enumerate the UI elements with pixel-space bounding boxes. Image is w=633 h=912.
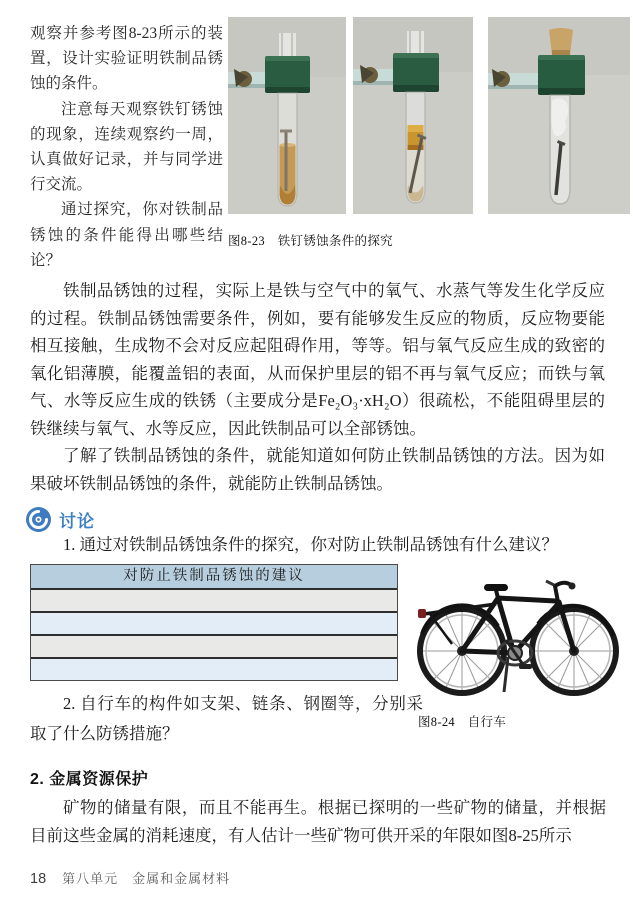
body-paragraph-1: 铁制品锈蚀的过程，实际上是铁与空气中的氧气、水蒸气等发生化学反应的过程。铁制品锈蚀需要条件，例如，要有能够发生反应的物质，反应物要能相互接触，生成物不会对反应起阻碍作用，等等。铝与氧气反应生成的致密的氧化铝薄膜，能覆盖铝的表面，从而保护里层的铝不再与氧气反应；而铁与氧气、水等反应生成的铁锈（主要成分是Fe₂O₃·xH₂O）很疏松，不能阻碍里层的铁继续与氧气、水等反应，因此铁制品可以全部锈蚀。	[30, 281, 605, 438]
figure-8-23-photo-2	[353, 17, 473, 214]
discussion-swirl-icon	[25, 506, 52, 533]
body-paragraphs	[30, 277, 605, 497]
activity-paragraph-2: 注意每天观察铁钉锈蚀的现象，连续观察约一周，认真做好记录，并与同学进行交流。	[30, 100, 223, 194]
discussion-header	[25, 505, 95, 533]
suggestions-table-empty-row[interactable]	[31, 659, 397, 680]
suggestions-table-empty-row[interactable]	[31, 590, 397, 613]
test-tube-boiled-water-illustration	[353, 17, 473, 214]
activity-text-column	[30, 21, 223, 273]
test-tube-dry-air-illustration	[488, 17, 630, 214]
figure-8-23-photo-3	[488, 17, 630, 214]
page-number: 18	[30, 871, 47, 887]
suggestions-table-empty-row[interactable]	[31, 636, 397, 659]
unit-title: 第八单元 金属和金属材料	[62, 871, 231, 886]
bicycle-illustration	[408, 554, 630, 704]
discussion-title: 讨论	[59, 511, 95, 531]
section-2-heading: 2. 金属资源保护	[30, 771, 149, 788]
discussion-question-2: 2. 自行车的构件如支架、链条、钢圈等，分别采取了什么防锈措施？	[30, 694, 423, 743]
page-footer	[30, 868, 230, 887]
section-2-paragraph: 矿物的储量有限，而且不能再生。根据已探明的一些矿物的储量，并根据目前这些金属的消耗速度，有人估计一些矿物可供开采的年限如图8-25所示	[30, 798, 606, 845]
activity-paragraph-3: 通过探究，你对铁制品锈蚀的条件能得出哪些结论？	[30, 201, 223, 269]
figure-8-24-photo	[408, 554, 630, 704]
figure-8-24-caption: 图8-24 自行车	[418, 715, 507, 729]
discussion-question-1: 1. 通过对铁制品锈蚀条件的探究，你对防止铁制品锈蚀有什么建议？	[63, 535, 558, 554]
figure-8-23-caption: 图8-23 铁钉锈蚀条件的探究	[228, 234, 393, 248]
figure-8-23-photo-1	[228, 17, 346, 214]
suggestions-table-header: 对防止铁制品锈蚀的建议	[31, 565, 397, 590]
suggestions-table	[30, 564, 398, 681]
body-paragraph-2: 了解了铁制品锈蚀的条件，就能知道如何防止铁制品锈蚀的方法。因为如果破坏铁制品锈蚀的条件，就能防止铁制品锈蚀。	[30, 446, 605, 493]
activity-paragraph-1: 观察并参考图8-23所示的装置，设计实验证明铁制品锈蚀的条件。	[30, 25, 223, 93]
suggestions-table-empty-row[interactable]	[31, 613, 397, 636]
test-tube-in-water-illustration	[228, 17, 346, 214]
